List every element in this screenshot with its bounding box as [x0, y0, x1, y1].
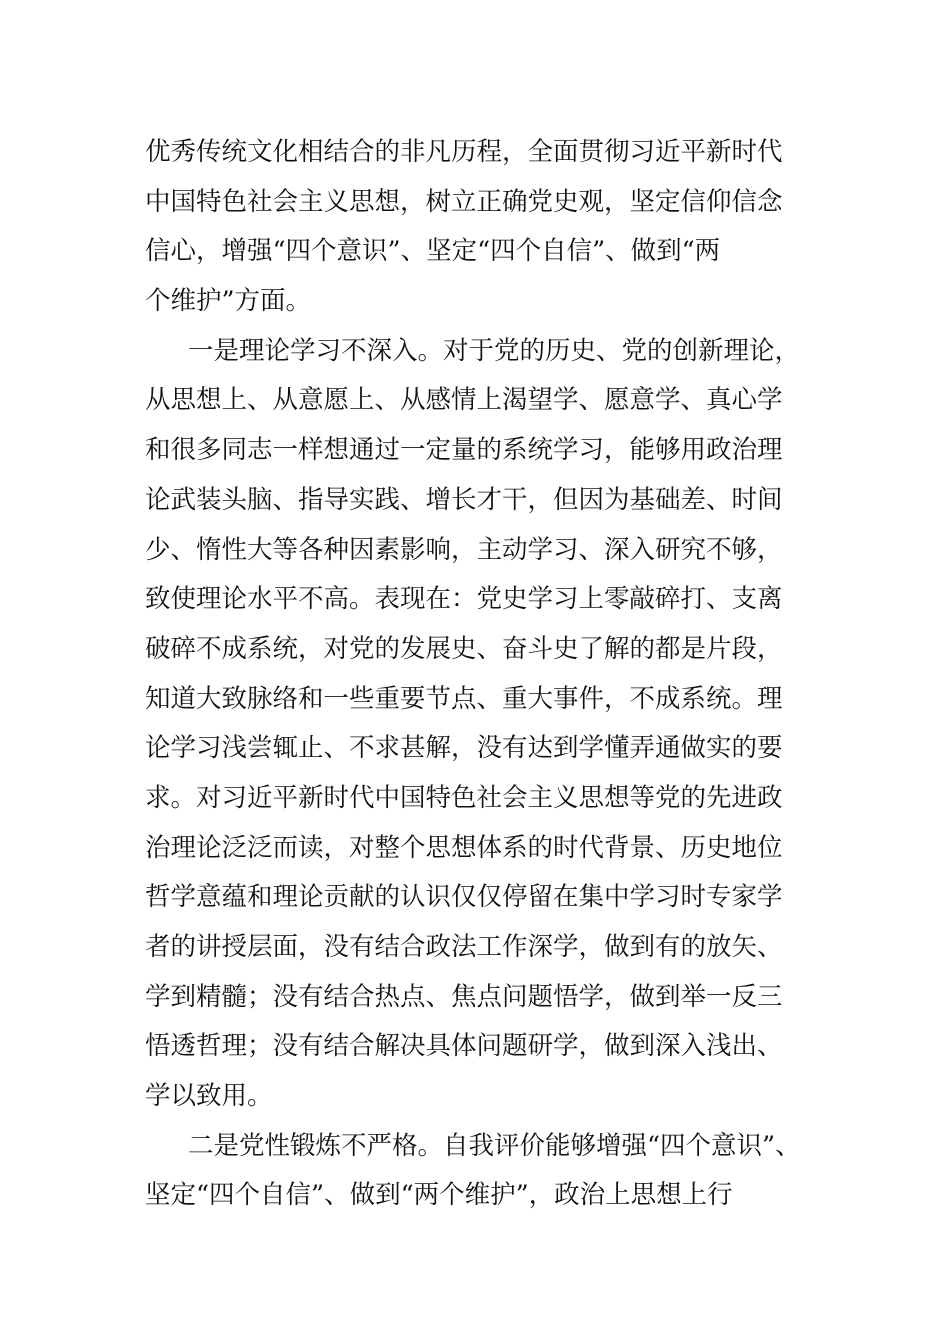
text-line: 个维护”方面。 [145, 286, 312, 317]
text-line: 学以致用。 [145, 1081, 273, 1112]
text-line: 少、惰性大等各种因素影响，主动学习、深入研究不够， [145, 534, 783, 565]
text-line: 优秀传统文化相结合的非凡历程，全面贯彻习近平新时代 [145, 137, 783, 167]
text-line: 者的讲授层面，没有结合政法工作深学，做到有的放矢、 [145, 932, 783, 962]
text-line: 哲学意蕴和理论贡献的认识仅仅停留在集中学习时专家学 [145, 882, 783, 913]
text-line: 论武装头脑、指导实践、增长才干，但因为基础差、时间 [145, 484, 783, 515]
text-line: 中国特色社会主义思想，树立正确党史观，坚定信仰信念 [145, 186, 783, 217]
text-line: 破碎不成系统，对党的发展史、奋斗史了解的都是片段， [145, 633, 783, 664]
text-line: 学到精髓；没有结合热点、焦点问题悟学，做到举一反三 [145, 981, 783, 1012]
text-line: 致使理论水平不高。表现在：党史学习上零敲碎打、支离 [145, 584, 783, 615]
paragraph-first-line: 二是党性锻炼不严格。自我评价能够增强“四个意识”、 [188, 1130, 801, 1161]
text-line: 治理论泛泛而读，对整个思想体系的时代背景、历史地位 [145, 832, 783, 863]
text-line: 和很多同志一样想通过一定量的系统学习，能够用政治理 [145, 435, 783, 466]
text-line: 坚定“四个自信”、做到“两个维护”，政治上思想上行 [145, 1180, 733, 1211]
text-line: 信心，增强“四个意识”、坚定“四个自信”、做到“两 [145, 236, 721, 267]
text-line: 论学习浅尝辄止、不求甚解，没有达到学懂弄通做实的要 [145, 733, 783, 764]
document-body [145, 128, 825, 1221]
text-line: 求。对习近平新时代中国特色社会主义思想等党的先进政 [145, 782, 783, 813]
text-line: 从思想上、从意愿上、从感情上渴望学、愿意学、真心学 [145, 385, 783, 416]
text-line: 悟透哲理；没有结合解决具体问题研学，做到深入浅出、 [145, 1031, 783, 1062]
text-line: 知道大致脉络和一些重要节点、重大事件，不成系统。理 [145, 683, 783, 714]
paragraph-first-line: 一是理论学习不深入。对于党的历史、党的创新理论， [188, 335, 801, 366]
